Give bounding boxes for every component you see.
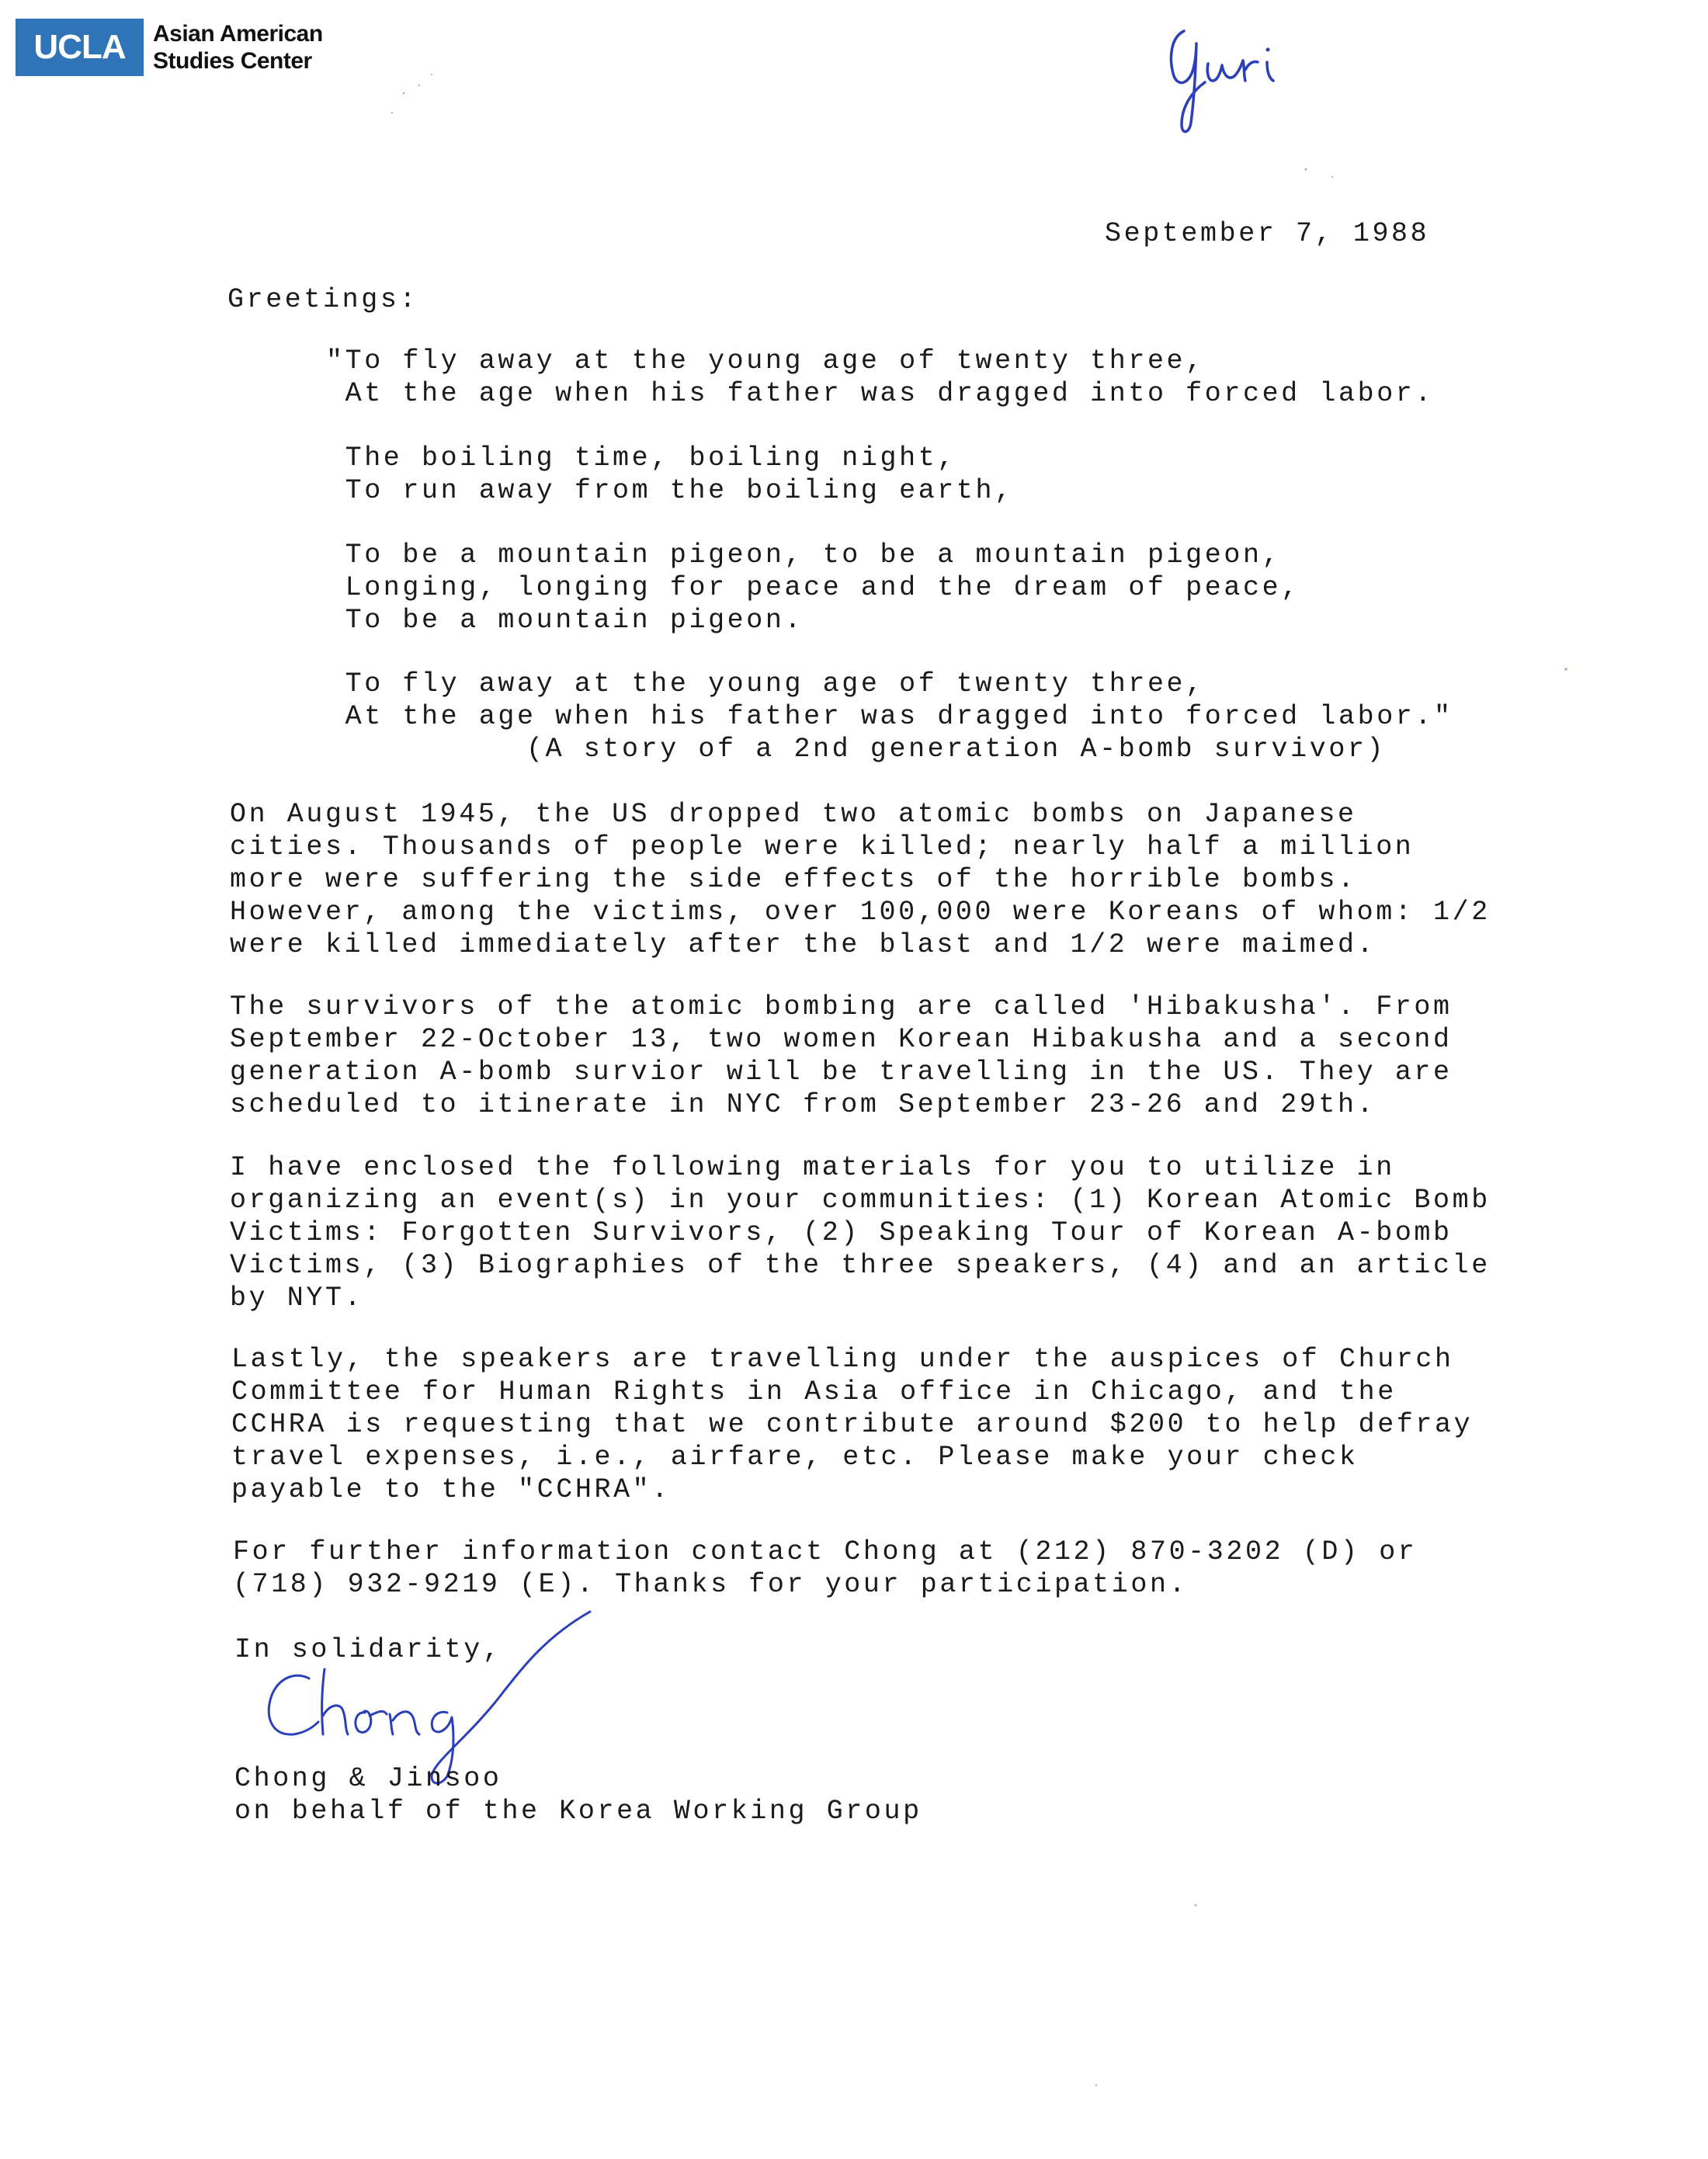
poem-stanza-1-line-2: At the age when his father was dragged into forced labor. — [326, 378, 1434, 409]
logo-line-1: Asian American — [153, 21, 323, 47]
paragraph-line: cities. Thousands of people were killed; nearly half a million — [230, 831, 1415, 863]
poem-stanza-1-line-1: "To fly away at the young age of twenty three, — [326, 345, 1205, 377]
paragraph-contact — [233, 1536, 1497, 1601]
paragraph-line: I have enclosed the following materials for you to utilize in — [230, 1152, 1395, 1183]
letter-closing: In solidarity, — [234, 1634, 502, 1665]
paragraph-line: are scheduled to itinerate in NYC from September 23-26 and 29th. — [230, 1057, 1453, 1120]
paragraph-line: A-bomb Victims, (3) Biographies of the three speakers, (4) and an — [230, 1217, 1453, 1281]
letter-date: September 7, 1988 — [1105, 218, 1430, 249]
paragraph-line: Bomb Victims: Forgotten Survivors, (2) Speaking Tour of Korean — [230, 1185, 1491, 1248]
paragraph-line: CCHRA is requesting that we contribute around $200 to help defray — [231, 1409, 1474, 1440]
paragraph-line: 1/2 were killed immediately after the blast and 1/2 were maimed. — [230, 897, 1491, 960]
poem-stanza-2-line-1: The boiling time, boiling night, — [326, 443, 956, 474]
paragraph-atomic-bombs — [230, 798, 1497, 961]
paragraph-hibakusha — [230, 991, 1497, 1121]
poem-stanza-3-line-1: To be a mountain pigeon, to be a mountain pigeon, — [326, 540, 1282, 571]
paragraph-line: more were suffering the side effects of the horrible bombs. — [230, 864, 1357, 895]
logo-line-2: Studies Center — [153, 48, 312, 74]
poem-attribution: (A story of a 2nd generation A-bomb survivor) — [526, 734, 1387, 765]
handwritten-yuri-note — [1171, 31, 1273, 132]
letter-on-behalf: on behalf of the Korea Working Group — [234, 1796, 922, 1827]
poem-stanza-4-line-1: To fly away at the young age of twenty three, — [326, 668, 1205, 699]
paragraph-cchra — [231, 1343, 1497, 1506]
poem-stanza-3-line-2: Longing, longing for peace and the dream of peace, — [326, 572, 1300, 603]
paragraph-line: September 22-October 13, two women Korean Hibakusha and a second — [230, 1024, 1453, 1055]
paragraph-line: Committee for Human Rights in Asia office in Chicago, and the — [231, 1376, 1397, 1408]
paragraph-line: article by NYT. — [230, 1250, 1491, 1314]
paragraph-line: The survivors of the atomic bombing are called 'Hibakusha'. From — [230, 991, 1453, 1022]
paragraph-line: travel expenses, i.e., airfare, etc. Please make your check — [231, 1442, 1359, 1473]
paragraph-line: For further information contact Chong at (212) 870-3202 (D) or — [233, 1536, 1418, 1567]
ucla-logo-mark: UCLA — [16, 19, 144, 76]
poem-stanza-2-line-2: To run away from the boiling earth, — [326, 475, 1014, 506]
paragraph-line: (718) 932-9219 (E). Thanks for your participation. — [233, 1569, 1189, 1600]
paragraph-line: Lastly, the speakers are travelling under the auspices of Church — [231, 1344, 1454, 1375]
paragraph-line: generation A-bomb survior will be travelling in the US. They — [230, 1057, 1376, 1088]
poem-stanza-3-line-3: To be a mountain pigeon. — [326, 605, 804, 636]
paragraph-enclosed-materials — [230, 1151, 1497, 1314]
paragraph-line: However, among the victims, over 100,000 were Koreans of whom: — [230, 897, 1415, 928]
poem-stanza-4-line-2: At the age when his father was dragged into forced labor." — [326, 701, 1453, 732]
paragraph-line: organizing an event(s) in your communities: (1) Korean Atomic — [230, 1185, 1395, 1216]
paragraph-line: payable to the "CCHRA". — [231, 1474, 671, 1505]
paragraph-line: On August 1945, the US dropped two atomic bombs on Japanese — [230, 799, 1357, 830]
letter-signers: Chong & Jinsoo — [234, 1763, 502, 1794]
letter-greeting: Greetings: — [227, 284, 419, 315]
